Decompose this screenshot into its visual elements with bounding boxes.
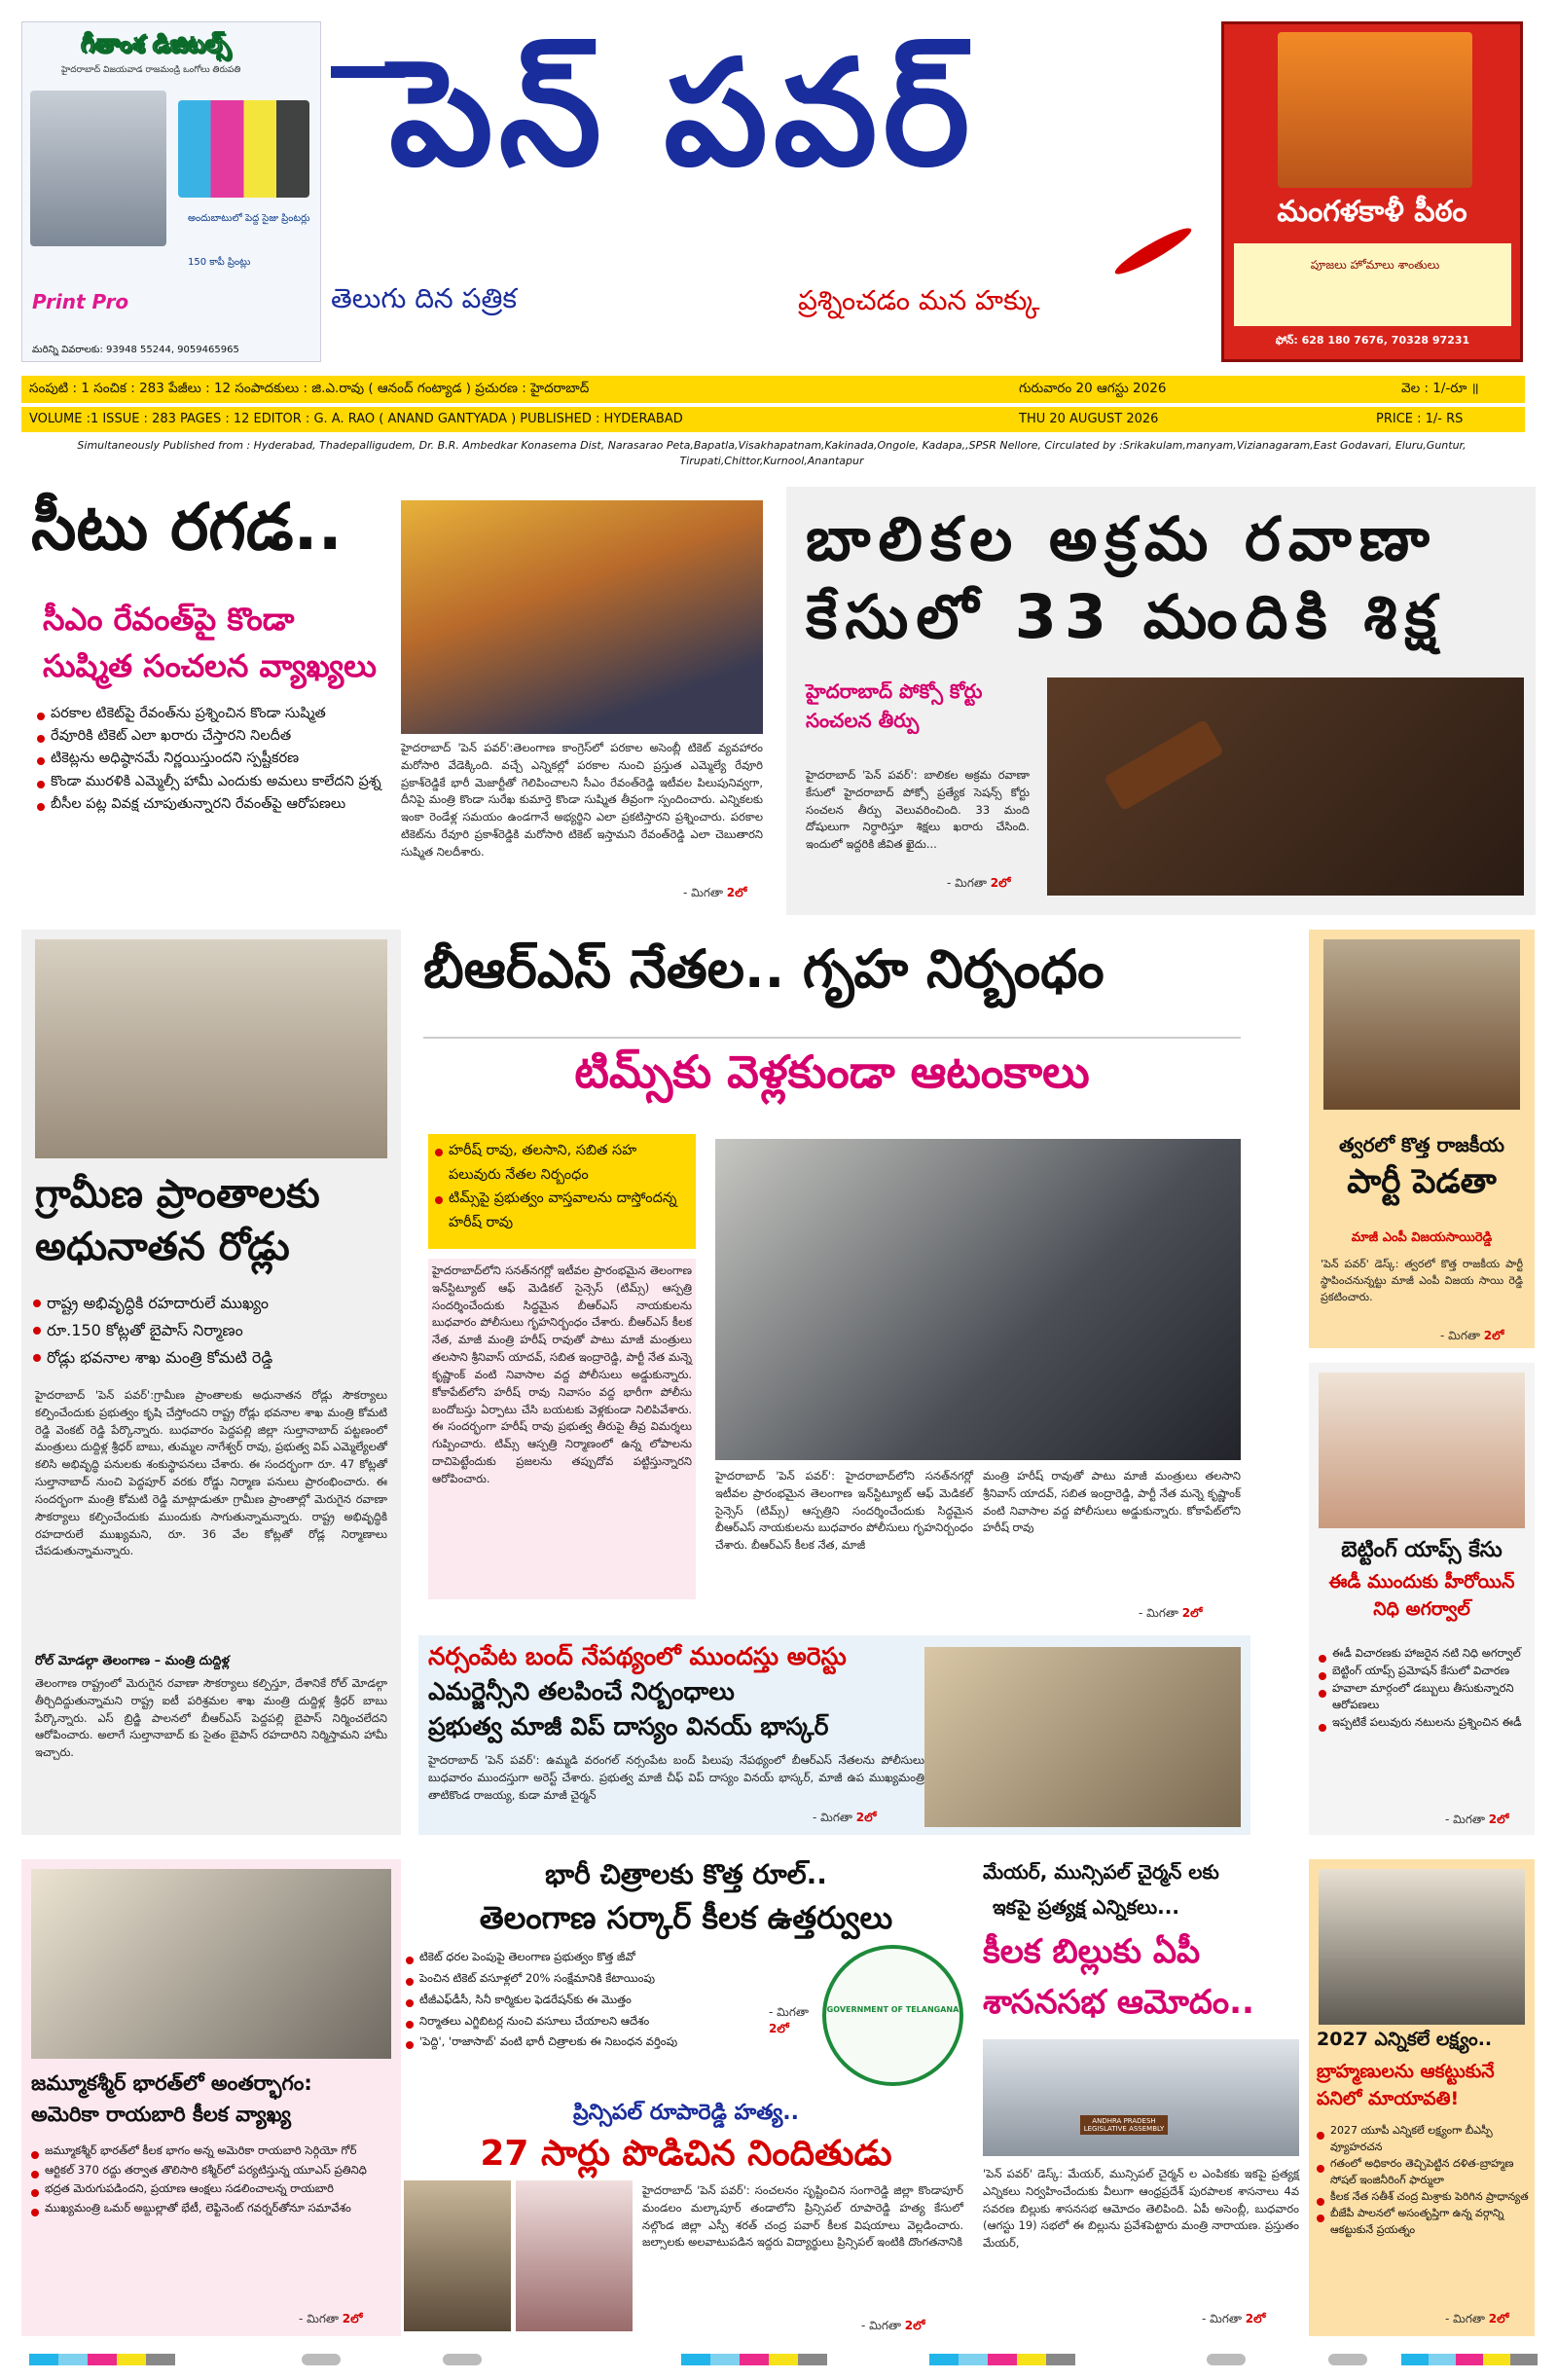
story11-kicker-l2: ఇకపై ప్రత్యక్ష ఎన్నికలు... <box>993 1895 1179 1919</box>
story-roads <box>21 930 401 1835</box>
story9-headline-l1: భారీ చిత్రాలకు కొత్త రూల్.. <box>545 1859 827 1890</box>
seer-photo <box>1278 32 1472 188</box>
story10-headline: 27 సార్లు పొడిచిన నిందితుడు <box>480 2134 892 2174</box>
story1-bullet: బీసీల పట్ల వివక్ష చూపుతున్నారని రేవంత్‌పై ఆరోపణలు <box>35 793 405 816</box>
more-page: 2లో <box>1488 1812 1509 1826</box>
story6-bullet: బెట్టింగ్ యాప్స్ ప్రమోషన్ కేసులో విచారణ <box>1317 1663 1527 1680</box>
story12-bullet: 2027 యూపీ ఎన్నికలే లక్ష్యంగా బీఎస్పీ వ్యూహరచన <box>1315 2122 1529 2155</box>
story6-bullet: ఈడీ విచారణకు హాజరైన నటి నిధి అగర్వాల్ <box>1317 1645 1527 1663</box>
story2-photo <box>1047 677 1524 896</box>
more-label: - మిగతా <box>683 886 723 899</box>
story2-headline-l1: బాలికల అక్రమ రవాణా <box>806 503 1437 574</box>
logo-wrap <box>331 29 1207 321</box>
story3-side-body: హైదరాబాద్‌లోని సనత్‌నగర్లో ఇటీవల ప్రారంభమైన తెలంగాణ ఇన్‌స్టిట్యూట్ ఆఫ్ మెడికల్ సైన్సెస్ (టిమ్స్) ఆస్పత్రి సందర్శించేందుకు సిద్ధమైన బీఆర్ఎస్ నాయకులను బుధవారం పోలీసులు గృహనిర్బంధం చేశారు. బీఆర్ఎస్ కీలక నేత, మాజీ మంత్రి హరీష్ రావుతో పాటు మాజీ మంత్రులు తలసాని శ్రీనివాస్ యాదవ్, సబిత ఇంద్రారెడ్డి, పార్టీ నేత మన్నె కృష్ణాంక్ వంటి నివాసాల వద్ద పోలీసులు అడ్డుకున్నారు. కోకాపేట్‌లోని హరీష్ రావు నివాసం వద్ద భారీగా పోలీసు బందోబస్తు ఏర్పాటు చేసి బయటకు వెళ్లకుండా నిలిపివేశారు. ఈ సందర్భంగా హరీష్ రావు ప్రభుత్వ తీరుపై తీవ్ర విమర్శలు గుప్పించారు. టిమ్స్ ఆస్పత్రి నిర్మాణంలో ఉన్న లోపాలను దాచిపెట్టేందుకు ప్రజలను తప్పుదోవ పట్టిస్తున్నారని ఆరోపించారు. <box>428 1259 696 1599</box>
story1-bullet: పరకాల టికెట్‌పై రేవంత్‌ను ప్రశ్నించిన కొండా సుష్మిత <box>35 703 405 725</box>
story6-bullets <box>1317 1645 1527 1732</box>
story1-bullet: రేవూరికి టికెట్ ఎలా ఖరారు చేస్తారని నిలదీత <box>35 725 405 748</box>
story3-body-a: హైదరాబాద్ 'పెన్ పవర్': హైదరాబాద్‌లోని సనత్‌నగర్లో ఇటీవల ప్రారంభమైన తెలంగాణ ఇన్‌స్టిట్యూట్ ఆఫ్ మెడికల్ సైన్సెస్ (టిమ్స్) ఆస్పత్రిని సందర్శించేందుకు సిద్ధమైన బీఆర్ఎస్ నాయకులను బుధవారం పోలీసులు గృహనిర్బంధం చేశారు. బీఆర్ఎస్ కీలక నేత, మాజీ <box>715 1469 973 1553</box>
story5-body: 'పెన్ పవర్' డెస్క్: త్వరలో కొత్త రాజకీయ పార్టీ స్థాపించనున్నట్టు మాజీ ఎంపీ విజయ సాయి రెడ్డి ప్రకటించారు. <box>1321 1258 1523 1304</box>
more-page: 2లో <box>1483 1329 1504 1342</box>
story9-bullet: టీజీఎఫ్‌డీసీ, సినీ కార్మికుల ఫెడరేషన్‌కు ఈ మొత్తం <box>404 1990 764 2011</box>
more-label: - మిగతా <box>1139 1606 1178 1620</box>
more-page: 2లో <box>1488 2312 1509 2325</box>
story1-bullet: కొండా మురళికి ఎమ్మెల్సీ హామీ ఎందుకు అమలు కాలేదని ప్రశ్న <box>35 771 405 793</box>
story3-headline: బీఆర్ఎస్ నేతల.. గృహ నిర్బంధం <box>423 938 1104 1000</box>
story4-bullet: రోడ్లు భవనాల శాఖ మంత్రి కోమటి రెడ్డి <box>31 1344 391 1372</box>
story-mayawati <box>1309 1859 1535 2336</box>
ad-right-phone: ఫోన్: 628 180 7676, 70328 97231 <box>1275 334 1470 347</box>
telangana-seal <box>822 1945 963 2086</box>
more-label: - మిగతా <box>1445 1812 1485 1826</box>
story3-bullets <box>433 1139 691 1235</box>
story6-sub: ఈడీ ముందుకు హీరోయిన్ నిధి అగర్వాల్ <box>1328 1571 1515 1620</box>
story9-headline-l2: తెలంగాణ సర్కార్ కీలక ఉత్తర్వులు <box>479 1899 893 1936</box>
story-trafficking <box>786 487 1536 915</box>
ad-right-line1: పూజలు హోమాలు శాంతులు <box>1310 258 1440 272</box>
story8-photo <box>31 1869 391 2059</box>
ad-line1: హైదరాబాద్ విజయవాడ రాజమండ్రి ఒంగోలు తిరుపతి <box>61 65 241 75</box>
info-date-english: THU 20 AUGUST 2026 <box>1019 412 1159 426</box>
more-page: 2లో <box>1245 2312 1266 2325</box>
story4-photo <box>35 939 387 1158</box>
color-bar-mid <box>681 2354 827 2365</box>
ad-geethamsa[interactable] <box>21 21 321 362</box>
story3-photo <box>715 1139 1241 1460</box>
story9-bullet: టికెట్ ధరల పెంపుపై తెలంగాణ ప్రభుత్వం కొత్త జీవో <box>404 1947 764 1968</box>
reg-mark <box>1207 2354 1246 2365</box>
story9-bullet: 'పెద్ది', 'రాజాసాబ్' వంటి భారీ చిత్రాలకు ఈ నిబంధన వర్తింపు <box>404 2032 764 2053</box>
story2-body: హైదరాబాద్ 'పెన్ పవర్': బాలికల అక్రమ రవాణా కేసులో హైదరాబాద్ పోక్సో ప్రత్యేక సెషన్స్ కోర్టు సంచలన తీర్పు వెలువరించింది. 33 మంది దోషులుగా నిర్ధారిస్తూ శిక్షలు ఖరారు చేసింది. ఇందులో ఇద్దరికి జీవిత ఖైదు... <box>806 768 1030 852</box>
story11-more <box>1202 2312 1265 2328</box>
editions-line: Simultaneously Published from : Hyderabad, Thadepalligudem, Dr. B.R. Ambedkar Konasema Dist, Narasarao Peta,Bapatla,Visakhapatnam,Kakinada,Ongole, Kadapa,,SPSR Nellore, Circulated by :Srikakulam,manyam,Vizianagaram,East Godavari, Eluru,Guntur, Tirupati,Chittor,Kurnool,Anantapur <box>77 439 1466 467</box>
story4-bullet: రాష్ట్ర అభివృద్ధికి రహదారులే ముఖ్యం <box>31 1290 391 1317</box>
story-betting <box>1309 1363 1535 1835</box>
story11-headline-l2: శాసనసభ ఆమోదం.. <box>983 1983 1254 2022</box>
story11-photo <box>983 2039 1299 2156</box>
story2-sub: హైదరాబాద్ పోక్సో కోర్టు సంచలన తీర్పు <box>806 679 983 732</box>
more-label: - మిగతా <box>813 1811 852 1824</box>
gavel-icon <box>1104 719 1224 812</box>
masthead-title: పెన్ పవర్ <box>389 29 976 199</box>
info-date-telugu: గురువారం 20 ఆగస్టు 2026 <box>1019 381 1167 396</box>
ad-line3: 150 కాపీ ప్రింట్లు <box>188 257 251 268</box>
story7-body: హైదరాబాద్ 'పెన్ పవర్': ఉమ్మడి వరంగల్ నర్సంపేట బంద్ పిలుపు నేపథ్యంలో బీఆర్ఎస్ నేతలను పోలీసులు బుధవారం ముందస్తుగా అరెస్ట్ చేశారు. ప్రభుత్వ మాజీ చీఫ్ విప్ దాస్యం వినయ్ భాస్కర్, మాజీ ఉప ముఖ్యమంత్రి తాటికొండ రాజయ్య, కుడా మాజీ చైర్మన్ <box>428 1753 924 1802</box>
printer-image <box>30 91 166 246</box>
story1-bullet: టికెట్లను అధిష్ఠానమే నిర్ణయిస్తుందని స్పష్టీకరణ <box>35 748 405 770</box>
info-bar-telugu <box>21 376 1525 403</box>
story-ap-bill <box>978 1859 1304 2336</box>
story-party <box>1309 930 1535 1348</box>
ad-brand: గీతాంశ డిజిటల్స్ <box>81 30 231 57</box>
quill-icon <box>1111 223 1195 280</box>
story8-bullets <box>29 2142 394 2217</box>
story1-body: హైదరాబాద్ 'పెన్ పవర్':తెలంగాణ కాంగ్రెస్‌లో పరకాల అసెంబ్లీ టికెట్ వ్యవహారం మరోసారి వేడెక్కింది. వచ్చే ఎన్నికల్లో పరకాల నుంచి ప్రస్తుత ఎమ్మెల్యే రేవూరి ప్రకాశ్‌రెడ్డికే భారీ మెజార్టీతో గెలిపించాలని సీఎం రేవంత్‌రెడ్డి ఇటీవల పిలుపునివ్వగా, దీనిపై మంత్రి కొండా సురేఖ కుమార్తె కొండా సుష్మిత తీవ్రంగా స్పందించారు. ఎన్నికలకు ఇంకా రెండేళ్ల సమయం ఉండగానే అభ్యర్థిని ఎలా ప్రకటిస్తారని ప్రశ్నించారు. పరకాల టికెట్‌ను రేవూరి ప్రకాశ్‌రెడ్డికి మరోసారి టికెట్ ఇస్తామని రేవంత్‌రెడ్డి ఎలా చెబుతారని సుష్మిత నిలదీశారు. <box>401 741 763 859</box>
story9-bullet: పెంచిన టికెట్ వసూళ్లలో 20% సంక్షేమానికి కేటాయింపు <box>404 1968 764 1990</box>
story12-sub: 2027 ఎన్నికలే లక్ష్యం.. <box>1317 2029 1493 2050</box>
ad-phone: మరిన్ని వివరాలకు: 93948 55244, 9059465965 <box>32 345 239 355</box>
story-films <box>404 1859 968 2093</box>
info-price-telugu: వెల : 1/-రూ ॥ <box>1401 381 1479 396</box>
color-registration-strip <box>0 2354 1557 2367</box>
more-page: 2లో <box>769 2022 789 2035</box>
more-label: - మిగతా <box>1440 1329 1480 1342</box>
story5-more <box>1440 1329 1503 1345</box>
more-label: - మిగతా <box>769 2005 809 2019</box>
story2-more <box>947 876 1010 893</box>
more-page: 2లో <box>1181 1606 1203 1620</box>
story9-bullets <box>404 1947 764 2053</box>
story4-bullets <box>31 1290 391 1372</box>
story7-sub1: ఎమర్జెన్సీని తలపించే నిర్బంధాలు <box>428 1677 735 1705</box>
reg-mark <box>302 2354 341 2365</box>
story11-headline-l1: కీలక బిల్లుకు ఏపీ <box>983 1932 1201 1971</box>
story1-bullets <box>35 703 405 816</box>
story11-kicker-l1: మేయర్, మున్సిపల్ చైర్మన్ లకు <box>983 1860 1219 1884</box>
story6-more <box>1445 1812 1508 1829</box>
more-page: 2లో <box>990 876 1011 890</box>
story1-headline: సీటు రగడ.. <box>31 490 343 565</box>
ad-right-box <box>1234 243 1511 326</box>
story8-more <box>299 2312 362 2328</box>
more-label: - మిగతా <box>1445 2312 1485 2325</box>
color-bar-mid2 <box>929 2354 1075 2365</box>
story9-bullet: నిర్మాతలు ఎగ్జిబిటర్ల నుంచి వసూలు చేయాలని ఆదేశం <box>404 2011 764 2032</box>
story8-headline-l1: జమ్మూకశ్మీర్ భారత్‌లో అంతర్భాగం: <box>31 2071 312 2095</box>
story4-headline: గ్రామీణ ప్రాంతాలకు అధునాతన రోడ్లు <box>35 1172 320 1269</box>
story12-photo <box>1319 1869 1525 2025</box>
story10-photo-b <box>516 2180 633 2331</box>
story7-sub2: ప్రభుత్వ మాజీ విప్ దాస్యం వినయ్ భాస్కర్ <box>428 1712 829 1740</box>
story3-more <box>1139 1606 1202 1623</box>
print-pro-logo: Print Pro <box>32 290 129 313</box>
story8-bullet: ముఖ్యమంత్రి ఒమర్ అబ్దుల్లాతో భేటీ, లెఫ్టినెంట్ గవర్నర్‌తోనూ సమావేశం <box>29 2199 394 2218</box>
story7-photo <box>924 1647 1241 1827</box>
story7-headline: నర్సంపేట బంద్ నేపథ్యంలో ముందస్తు అరెస్టు <box>428 1642 847 1670</box>
story8-bullet: జమ్మూకశ్మీర్ భారత్‌లో కీలక భాగం అన్న అమెరికా రాయబారి సెర్గియో గోర్ <box>29 2142 394 2161</box>
more-label: - మిగతా <box>861 2319 901 2332</box>
story10-body: హైదరాబాద్ 'పెన్ పవర్': సంచలనం సృష్టించిన సంగారెడ్డి జిల్లా కొండాపూర్ మండలం మల్కాపూర్ తండాలోని ప్రిన్సిపల్ రూపారెడ్డి హత్య కేసులో నల్గొండ జిల్లా ఎస్పీ శరత్ చంద్ర పవార్ కీలక విషయాలు వెల్లడించారు. జల్సాలకు అలవాటుపడిన ఇద్దరు విద్యార్థులు ప్రిన్సిపల్ ఇంటికి దొంగతనానికి <box>642 2183 963 2250</box>
story12-bullets <box>1315 2122 1529 2238</box>
story3-rule <box>423 1037 1241 1039</box>
ad-right-title: మంగళకాళీ పీఠం <box>1277 195 1467 229</box>
story4-body2: తెలంగాణ రాష్ట్రంలో మెరుగైన రవాణా సౌకర్యాలు కల్పిస్తూ, దేశానికే రోల్ మోడల్గా తీర్చిదిద్దుతున్నామని రాష్ట్ర ఐటీ పరిశ్రమల శాఖ మంత్రి దుద్దిళ్ల శ్రీధర్ బాబు పేర్కొన్నారు. ఎస్ బ్రిడ్జి పాలనలో బీఆర్ఎస్ పెద్దపల్లి బైపాస్ నిర్మించలేదని ఆరోపించారు. అలాగే సుల్తానాబాద్ కు సైతం బైపాస్ రహదారిని నిర్మిస్తామని హామీ ఇచ్చారు. <box>35 1676 387 1760</box>
story-seat-row <box>21 487 776 915</box>
story12-bullet: గతంలో అధికారం తెచ్చిపెట్టిన దళిత-బ్రాహ్మణ సోషల్ ఇంజినీరింగ్ ఫార్ములా <box>1315 2155 1529 2188</box>
story10-kicker: ప్రిన్సిపల్ రూపారెడ్డి హత్య.. <box>572 2101 800 2125</box>
story5-headline: పార్టీ పెడతా <box>1347 1162 1497 1201</box>
assembly-board: ANDHRA PRADESH LEGISLATIVE ASSEMBLY <box>1080 2115 1168 2135</box>
more-label: - మిగతా <box>947 876 987 890</box>
info-bar-english <box>21 407 1525 432</box>
story7-more <box>813 1811 876 1827</box>
story5-photo <box>1323 939 1520 1110</box>
story-principal <box>404 2093 968 2336</box>
story11-body: 'పెన్ పవర్' డెస్క్: మేయర్, మున్సిపల్ చైర్మన్ ల ఎంపికకు ఇకపై ప్రత్యక్ష ఎన్నికలు నిర్వహించేందుకు వీలుగా ఆంధ్రప్రదేశ్ పురపాలక శాసనాలు 4వ సవరణ బిల్లుకు శాసనసభ ఆమోదం తెలిపింది. ఏపీ అసెంబ్లీ, బుధవారం (ఆగస్టు 19) సభలో ఈ బిల్లును ప్రవేశపెట్టారు మంత్రి నారాయణ. ప్రస్తుతం మేయర్, <box>983 2167 1299 2251</box>
story12-more <box>1445 2312 1508 2328</box>
story6-bullet: ఇప్పటికే పలువురు నటులను ప్రశ్నించిన ఈడీ <box>1317 1714 1527 1732</box>
story-kashmir <box>21 1859 401 2336</box>
color-bar-left <box>29 2354 175 2365</box>
info-volume-english: VOLUME :1 ISSUE : 283 PAGES : 12 EDITOR : G. A. RAO ( ANAND GANTYADA ) PUBLISHED : HYDERABAD <box>29 412 683 426</box>
more-page: 2లో <box>726 886 747 899</box>
story6-bullet: హవాలా మార్గంలో డబ్బులు తీసుకున్నారని ఆరోపణలు <box>1317 1680 1527 1715</box>
more-label: - మిగతా <box>299 2312 339 2325</box>
story3-body-b: మంత్రి హరీష్ రావుతో పాటు మాజీ మంత్రులు తలసాని శ్రీనివాస్ యాదవ్, సబిత ఇంద్రారెడ్డి, పార్టీ నేత మన్నె కృష్ణాంక్ వంటి నివాసాల వద్ద పోలీసులు అడ్డుకున్నారు. కోకాపేట్‌లోని హరీష్ రావు <box>983 1469 1241 1535</box>
tagline-right: ప్రశ్నించడం మన హక్కు <box>798 284 1040 316</box>
info-price-english: PRICE : 1/- RS <box>1376 412 1464 426</box>
story12-headline: బ్రాహ్మణులను ఆకట్టుకునే పనిలో మాయావతి! <box>1317 2061 1495 2109</box>
story8-bullet: ఆర్టికల్ 370 రద్దు తర్వాత తొలిసారి కశ్మీర్‌లో పర్యటిస్తున్న యూఎస్ ప్రతినిధి <box>29 2161 394 2180</box>
telangana-seal-text: GOVERNMENT OF TELANGANA <box>826 2005 960 2014</box>
story6-headline: బెట్టింగ్ యాప్స్ కేసు <box>1341 1538 1503 1562</box>
ad-line2: అందుబాటులో పెద్ద సైజు ప్రింటర్లు <box>188 213 310 224</box>
story1-sub: సీఎం రేవంత్‌పై కొండా సుష్మిత సంచలన వ్యాఖ్యలు <box>43 601 377 684</box>
story2-headline-l2: కేసులో 33 మందికి శిక్ష <box>806 581 1444 652</box>
ink-bottles-image <box>178 100 309 198</box>
story4-bullet: రూ.150 కోట్లతో బైపాస్ నిర్మాణం <box>31 1317 391 1344</box>
tagline-left: తెలుగు దిన పత్రిక <box>331 282 517 314</box>
story8-headline-l2: అమెరికా రాయబారి కీలక వ్యాఖ్య <box>31 2103 291 2126</box>
story-narsampet <box>418 1635 1250 1835</box>
story10-more <box>861 2319 924 2335</box>
story3-bullet: హరీష్ రావు, తలసాని, సబిత సహ పలువురు నేతల నిర్బంధం <box>433 1139 691 1187</box>
story4-subhead: రోల్ మోడల్గా తెలంగాణ – మంత్రి దుద్దిళ్ల <box>35 1654 230 1668</box>
story6-photo <box>1319 1373 1525 1528</box>
story12-bullet: కీలక నేత సతీశ్ చంద్ర మిశ్రాకు పెరిగిన ప్రాధాన్యత <box>1315 2188 1529 2205</box>
story12-bullet: బీజేపీ పాలనలో అసంతృప్తిగా ఉన్న వర్గాన్ని ఆకట్టుకునే ప్రయత్నం <box>1315 2205 1529 2238</box>
story1-more <box>683 886 746 902</box>
more-page: 2లో <box>904 2319 925 2332</box>
story1-photo <box>401 500 763 734</box>
story3-bullet: టిమ్స్‌పై ప్రభుత్వం వాస్తవాలను దాస్తోందన్న హరీష్ రావు <box>433 1187 691 1234</box>
info-volume-telugu: సంపుటి : 1 సంచిక : 283 పేజీలు : 12 సంపాదకులు : జి.ఎ.రావు ( ఆనంద్ గంట్యాడ ) ప్రచురణ : హైదరాబాద్ <box>29 381 590 396</box>
more-page: 2లో <box>855 1811 877 1824</box>
more-label: - మిగతా <box>1202 2312 1242 2325</box>
ad-mangalakali[interactable] <box>1221 21 1523 362</box>
reg-mark <box>443 2354 482 2365</box>
story9-more <box>769 2005 817 2038</box>
story5-tag: మాజీ ఎంపీ విజయసాయిరెడ్డి <box>1351 1230 1493 1245</box>
more-page: 2లో <box>342 2312 363 2325</box>
color-bar-right <box>1401 2354 1538 2365</box>
story8-bullet: భద్రత మెరుగుపడిందని, ప్రయాణ ఆంక్షలు సడలించాలన్న రాయబారి <box>29 2179 394 2199</box>
story4-body: హైదరాబాద్ 'పెన్ పవర్':గ్రామీణ ప్రాంతాలకు అధునాతన రోడ్లు సౌకర్యాలు కల్పించేందుకు ప్రభుత్వం కృషి చేస్తోందని రాష్ట్ర రోడ్లు భవనాల శాఖ మంత్రి కోమటి రెడ్డి వెంకట్ రెడ్డి పేర్కొన్నారు. బుధవారం పెద్దపల్లి జిల్లా సుల్తానాబాద్ పట్టణంలో మంత్రులు దుద్దిళ్ల శ్రీధర్ బాబు, తుమ్మల నాగేశ్వర్ రావు, ప్రభుత్వ విప్ ఎమ్మెల్యేలతో కలిసి అభివృద్ధి పనులకు శంకుస్థాపనలు చేశారు. ఈ సందర్భంగా రూ. 47 కోట్లతో సుల్తానాబాద్ నుంచి పెద్దపూర్ వరకు రోడ్డు నిర్మాణ పనులు ప్రారంభించారు. ఈ సందర్భంగా మంత్రి కోమటి రెడ్డి మాట్లాడుతూ గ్రామీణ ప్రాంతాల్లో మెరుగైన రవాణా సౌకర్యాలు కల్పించేందుకు ముందుకు సాగుతున్నామన్నారు. రాష్ట్ర అభివృద్ధికి రహదారులే ముఖ్యమని, రూ. 36 వేల కోట్లతో రోడ్ల నిర్మాణాలు చేపడుతున్నామన్నారు. <box>35 1388 387 1558</box>
story-brs <box>414 930 1250 1630</box>
reg-mark <box>1328 2354 1367 2365</box>
story3-sub: టిమ్స్‌కు వెళ్లకుండా ఆటంకాలు <box>574 1045 1090 1098</box>
story5-sub: త్వరలో కొత్త రాజకీయ <box>1339 1133 1504 1156</box>
story10-photo-a <box>404 2180 511 2331</box>
